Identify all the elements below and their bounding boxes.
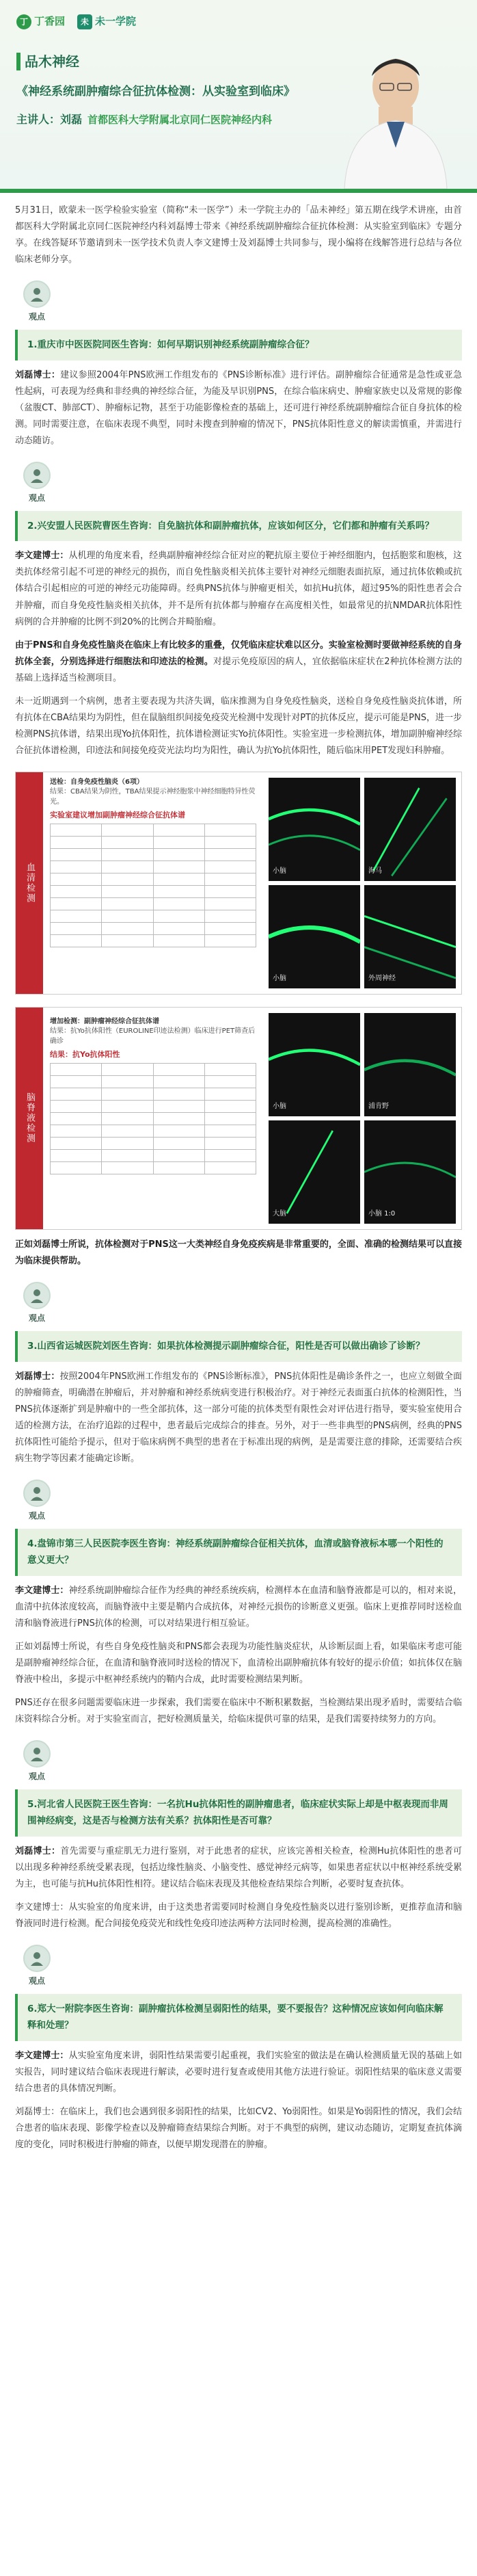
speaker-name: 主讲人：刘磊 xyxy=(16,113,83,127)
observer-badge xyxy=(15,1740,59,1784)
question-3: 3.山西省运城医院刘医生咨询：如果抗体检测提示副肿瘤综合征，阳性是否可以做出确诊了诊断？ xyxy=(15,1331,462,1361)
dxy-logo-icon: 丁 xyxy=(16,14,31,29)
observer-avatar-icon xyxy=(23,1480,51,1507)
answer-5-para2: 李文建博士：从实验室的角度来讲，由于这类患者需要同时检测自身免疫性脑炎以进行鉴别诊断，更推荐血清和脑脊液同时进行检测。配合间接免疫荧光和线性免疫印迹法两种方法同时检测，提高检测的准确性。 xyxy=(15,1902,462,1929)
micrograph-caption: 小脑 xyxy=(273,867,286,876)
observer-avatar-icon xyxy=(23,1740,51,1767)
answer-6-text: 从实验室角度来讲，弱阳性结果需要引起重视，我们实验室的做法是在确认检测质量无误的基础上如实报告，同时建议结合临床表现进行解读，必要时进行复查或使用其他方法进行验证。弱阳性结果的临床意义需要结合患者的具体情况判断。 xyxy=(15,2050,462,2094)
answer-4 xyxy=(15,1583,462,1632)
micrograph-caption: 小脑 xyxy=(273,1103,286,1111)
micrograph xyxy=(364,885,456,988)
observer-avatar-icon xyxy=(23,1282,51,1309)
observer-label: 观点 xyxy=(28,1313,45,1324)
answer-2-para2 xyxy=(15,638,462,687)
micrograph xyxy=(269,1013,360,1116)
answer-2-lead: 李文建博士： xyxy=(15,551,69,562)
observer-badge xyxy=(15,280,59,324)
figure-2-highlight: 结果：抗Yo抗体阳性 xyxy=(50,1050,120,1060)
answer-2-case: 未一近期遇到一个病例，患者主要表现为共济失调，临床推测为自身免疫性脑炎，送检自身免疫性脑炎抗体谱，所有抗体在CBA结果均为阴性，但在鼠脑组织间接免疫荧光检测中发现针对PT的抗体反应，提示可能是PNS，进一步检测PNS抗体谱，结果出现Yo抗体阳性，抗体谱检测证实Yo抗体阳性。实验室进一步检测抗体，增加副肿瘤神经综合征抗体谱检测，印迹法和间接免疫荧光法均均为阳性，确认为抗Yo抗体阳性，随后临床用PET发现妇科肿瘤。 xyxy=(15,696,462,756)
figure-2-document xyxy=(43,1008,263,1229)
answer-2-tail: 对提示免疫原因的病人，宜依据临床症状在2种抗体检测方法的基础上选择适当检测项目。 xyxy=(15,656,462,683)
micrograph xyxy=(269,1120,360,1224)
observer-label: 观点 xyxy=(28,1975,45,1986)
figure-1-report-table xyxy=(50,824,256,947)
series-label: 品木神经 xyxy=(25,53,79,70)
answer-1-text: 建议参照2004年PNS欧洲工作组发布的《PNS诊断标准》进行评估。副肿瘤综合征通常是急性或亚急性起病，可表现为经典和非经典的神经综合征，为能及早识别PNS，在综合临床病史、肿瘤家族史以及常规的影像（盆腹CT、肺部CT）、肿瘤标记物，甚至于功能影像检查的基础上，还可进行神经系统副肿瘤综合征自身抗体的检测。同时需要注意，在临床表现不典型，同时未搜查到肿瘤的情况下，PNS抗体阳性意义的解读需慎重，并需进行动态随访。 xyxy=(15,369,462,446)
question-6: 6.郑大一附院李医生咨询：副肿瘤抗体检测呈弱阳性的结果，要不要报告？这种情况应该如何向临床解释和处理？ xyxy=(15,1994,462,2041)
answer-5-text: 首先需要与重症肌无力进行鉴别，对于此患者的症状，应该完善相关检查，检测Hu抗体阳性的患者可以出现多种神经系统受累表现，包括边缘性脑炎、小脑变性、感觉神经元病等，如果患者症状以中枢神经系统受累为主，也可能与抗Hu抗体阳性相符。建议结合临床表现及其他检查结果综合判断，必要时复查抗体。 xyxy=(15,1845,462,1889)
answer-4-text: 神经系统副肿瘤综合征作为经典的神经系统疾病，检测样本在血清和脑脊液都是可以的，相对来说，血清中抗体浓度较高，而脑脊液中主要是鞘内合成抗体，对神经元损伤的诊断意义更强。临床上更推荐同时送检血清和脑脊液进行PNS抗体的检测，可以对结果进行相互验证。 xyxy=(15,1585,462,1629)
figure-1-micrographs xyxy=(263,772,461,994)
observer-label: 观点 xyxy=(28,312,45,322)
micrograph-caption: 小脑 1:0 xyxy=(368,1210,396,1218)
answer-2-bold: 由于PNS和自身免疫性脑炎在临床上有比较多的重叠，仅凭临床症状难以区分。实验室检测时要做神经系统的自身抗体全套，分别选择进行细胞法和印迹法的检测。 xyxy=(15,640,462,667)
answer-6-para2: 刘磊博士：在临床上，我们也会遇到很多弱阳性的结果，比如CV2、Yo弱阳性。如果是Yo弱阳性的情况，我们会结合患者的临床表现、影像学检查以及肿瘤筛查结果综合判断。对于不典型的病例，建议动态随访，定期复查抗体滴度的变化，同时积极进行肿瘤的筛查，以便早期发现潜在的肿瘤。 xyxy=(15,2106,462,2150)
dxy-logo xyxy=(16,12,65,31)
figure-2-line: 结果：抗Yo抗体阳性（EUROLINE印迹法检测）临床进行PET筛查后确诊 xyxy=(50,1027,256,1045)
figure-2-line: 增加检测：副肿瘤神经综合征抗体谱 xyxy=(50,1017,159,1025)
banner-divider xyxy=(0,189,477,193)
intro-paragraph: 5月31日，欧蒙未一医学检验实验室（简称“未一医学”）未一学院主办的「品未神经」第五期在线学术讲座，由首都医科大学附属北京同仁医院神经内科刘磊博士带来《神经系统副肿瘤综合征抗体检测：从实验室到临床》专题分享。在线答疑环节邀请到未一医学技术负责人李文建博士及刘磊博士共同参与，现小编将在线解答进行总结与各位临床老师分享。 xyxy=(15,205,462,265)
figure-2-micrographs xyxy=(263,1008,461,1229)
figure-1-highlight: 实验室建议增加副肿瘤神经综合征抗体谱 xyxy=(50,811,185,820)
article-body xyxy=(0,202,477,2153)
answer-6-lead: 李文建博士： xyxy=(15,2050,69,2061)
answer-5-lead: 刘磊博士： xyxy=(15,1845,61,1856)
figure-summary: 正如刘磊博士所说，抗体检测对于PNS这一大类神经自身免疫疾病是非常重要的，全面、准确的检测结果可以直接为临床提供帮助。 xyxy=(15,1239,462,1266)
figure-1-side-label: 血清检测 xyxy=(16,772,43,994)
micrograph-caption: 小脑 xyxy=(273,975,286,983)
answer-4-para2: 正如刘磊博士所说，有些自身免疫性脑炎和PNS都会表现为功能性脑炎症状，从诊断层面上看，如果临床考虑可能是副肿瘤神经综合征，在血清和脑脊液同时送检的情况下，血清检出副肿瘤抗体有较好的提示价值；如抗体仅在脑脊液中检出，多提示中枢神经系统内的鞘内合成，此时需要检测结果判断。 xyxy=(15,1641,462,1685)
micrograph xyxy=(269,778,360,881)
observer-badge xyxy=(15,462,59,505)
answer-3-lead: 刘磊博士： xyxy=(15,1371,60,1382)
observer-avatar-icon xyxy=(23,462,51,489)
micrograph xyxy=(364,1013,456,1116)
micrograph-caption: 海马 xyxy=(368,867,382,876)
case-figure-serum xyxy=(15,772,462,995)
micrograph-caption: 外周神经 xyxy=(368,975,396,983)
observer-avatar-icon xyxy=(23,1945,51,1972)
weiyi-logo-icon: 未 xyxy=(77,14,92,29)
observer-label: 观点 xyxy=(28,1771,45,1781)
weiyi-logo xyxy=(77,12,136,31)
micrograph-caption: 大脑 xyxy=(273,1210,286,1218)
figure-2-report-table xyxy=(50,1063,256,1174)
answer-4-lead: 李文建博士： xyxy=(15,1585,69,1596)
question-1: 1.重庆市中医医院同医生咨询：如何早期识别神经系统副肿瘤综合征？ xyxy=(15,330,462,360)
micrograph-caption: 浦肯野 xyxy=(368,1103,389,1111)
answer-5 xyxy=(15,1843,462,1893)
series-bar xyxy=(16,53,21,70)
speaker-affiliation: 首都医科大学附属北京同仁医院神经内科 xyxy=(87,114,273,127)
figure-1-line: 结果：CBA结果为阴性，TBA结果提示神经胞浆中神经细胞特异性荧光。 xyxy=(50,788,256,806)
figure-1-line: 送检：自身免疫性脑炎（6项） xyxy=(50,778,144,786)
answer-3 xyxy=(15,1369,462,1467)
observer-avatar-icon xyxy=(23,280,51,308)
answer-2-text: 从机理的角度来看，经典副肿瘤神经综合征对应的靶抗原主要位于神经细胞内，包括胞浆和胞核，这类抗体经常引起不可逆的神经元的损伤，而自免性脑炎相关抗体主要针对神经元细胞表面抗原，通过抗体依赖或抗体结合引起相应的可逆的神经元功能障碍。经典PNS抗体与肿瘤更相关，如抗Hu抗体，超过95%的阳性患者会合并肿瘤，而自身免疫性脑炎相关抗体，并不是所有抗体都与肿瘤存在高度相关性，如最常见的抗NMDAR抗体阳性病例的合并肿瘤的比例不到20%的比例合并畸胎瘤。 xyxy=(15,551,462,627)
observer-badge xyxy=(15,1282,59,1326)
header-banner xyxy=(0,0,477,193)
micrograph xyxy=(364,1120,456,1224)
observer-badge xyxy=(15,1480,59,1523)
question-4: 4.盘锦市第三人民医院李医生咨询：神经系统副肿瘤综合征相关抗体，血清或脑脊液标本哪一个阳性的意义更大？ xyxy=(15,1529,462,1576)
observer-label: 观点 xyxy=(28,492,45,503)
observer-badge xyxy=(15,1945,59,1988)
answer-1-lead: 刘磊博士： xyxy=(15,369,61,380)
question-2: 2.兴安盟人民医院曹医生咨询：自免脑抗体和副肿瘤抗体，应该如何区分，它们都和肿瘤有关系吗？ xyxy=(15,511,462,541)
speaker-portrait xyxy=(338,38,454,189)
micrograph xyxy=(364,778,456,881)
answer-3-text: 按照2004年PNS欧洲工作组发布的《PNS诊断标准》，PNS抗体阳性是确诊条件之一，也应立刻做全面的肿瘤筛查，明确潜在肿瘤后，并对肿瘤和神经系统病变进行积极治疗。对于神经元表面蛋白抗体的检测阳性，当PNS抗体逐渐扩到是肿瘤中的一些全部抗体，这一部分可能的抗体类型有限性会对评估进行指导，要实验室使用合适的检测方法，在治疗追踪的过程中，患者最后完成综合的排查。另外，对于一些非典型的PNS病例，经典的PNS抗体阳性可能给予提示，但对于临床病例不典型的患者在于标准出现的病例，是是需要注意的排除，还需要结合疾病生物学等因素才能确定诊断。 xyxy=(15,1371,462,1464)
observer-label: 观点 xyxy=(28,1510,45,1521)
case-figure-csf xyxy=(15,1007,462,1230)
logo-row xyxy=(16,12,461,31)
answer-2 xyxy=(15,548,462,630)
micrograph xyxy=(269,885,360,988)
question-5: 5.河北省人民医院王医生咨询：一名抗Hu抗体阳性的副肿瘤患者，临床症状实际上却是中枢表现而非周围神经病变，这是否与检测方法有关系？抗体阳性是否可靠？ xyxy=(15,1789,462,1837)
lecture-title: 《神经系统副肿瘤综合征抗体检测：从实验室到临床》 xyxy=(16,84,295,98)
weiyi-logo-text: 未一学院 xyxy=(95,15,137,27)
dxy-logo-text: 丁香园 xyxy=(34,15,66,27)
answer-4-para3: PNS还存在很多问题需要临床进一步探索，我们需要在临床中不断积累数据，当检测结果出现矛盾时，需要结合临床资料综合分析。对于实验室而言，把好检测质量关，给临床提供可靠的结果，是我们需要持续努力的方向。 xyxy=(15,1697,462,1724)
figure-1-document xyxy=(43,772,263,994)
answer-6 xyxy=(15,2048,462,2097)
figure-2-side-label: 脑脊液检测 xyxy=(16,1008,43,1229)
answer-1 xyxy=(15,367,462,449)
